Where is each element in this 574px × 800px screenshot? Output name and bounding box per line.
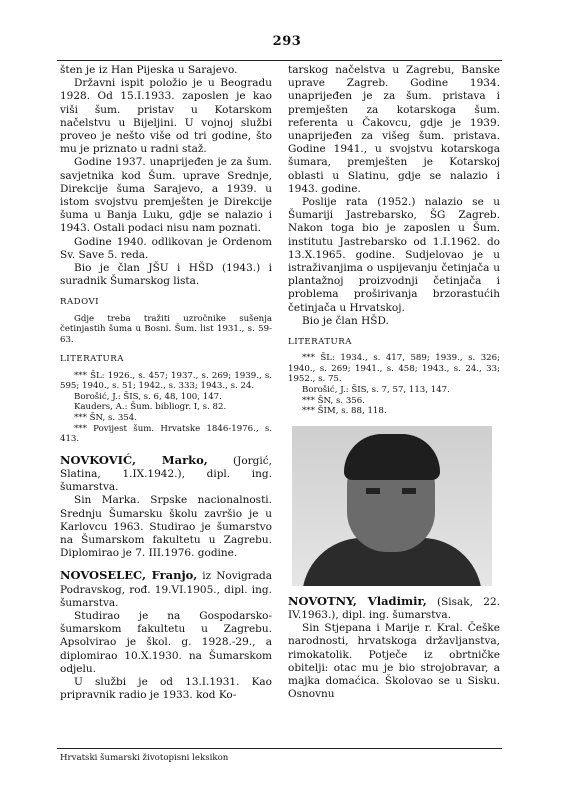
radovi-item: Gdje treba tražiti uzročnike sušenja četinjastih šuma u Bosni. Šum. list 1931., s. 59-63. [60,313,272,345]
literatura-item: *** ŠIM, s. 88, 118. [302,406,387,417]
portrait-photo [292,426,492,586]
literatura-item: Borošić, J.: ŠIS, s. 7, 57, 113, 147. [302,385,450,396]
left-paragraph-2: Državni ispit položio je u Beogradu 1928. Od 15.I.1933. zaposlen je kao viši šum. pristav u Kotarskom načelstvu u Bijeljini. U vojnoj službi proveo je nešto više od tri godine, što mu je priznato u radni staž. [60,77,272,156]
entry-novoselec-header [60,569,272,610]
entry-novoselec-body-2: U službi je od 13.I.1931. Kao pripravnik radio je 1933. kod Ko- [60,676,272,702]
left-column [60,64,272,702]
entry-novotny-header [288,595,500,622]
entry-novkovic-name: NOVKOVIĆ, Marko, [60,452,208,467]
entry-novoselec-name: NOVOSELEC, Franjo, [60,568,198,583]
entry-novkovic-intro: (Jorgić, Slatina, 1.IX.1942.), dipl. ing. šumarstva. [60,454,272,494]
portrait-hair [344,434,440,480]
literatura-item: *** ŠL: 1926., s. 457; 1937., s. 269; 1939., s. 595; 1940., s. 51; 1942., s. 333; 1943., s. 24. [60,370,272,392]
footer-title: Hrvatski šumarski životopisni leksikon [60,753,229,763]
right-paragraph-3: Bio je član HŠD. [302,314,389,327]
portrait-eyes [366,488,416,494]
literatura-item: Borošić, J.: ŠIS, s. 6, 48, 100, 147. [74,391,222,402]
literatura-item: *** ŠN, s. 356. [302,395,365,406]
literatura-item: *** Povijest šum. Hrvatske 1846-1976., s. 413. [60,423,272,445]
radovi-heading: RADOVI [60,297,100,308]
entry-novotny-name: NOVOTNY, Vladimir, [288,593,427,608]
right-paragraph-1: tarskog načelstva u Zagrebu, Banske uprave Zagreb. Godine 1934. unaprijeđen je za šum. pristava i premješten za kotarskoga šum. referenta u Čakovcu, gdje je 1939. unaprijeđen za višeg šum. pristava. Godine 1941., u svojstvu kotarskoga šumara, premješten je Kotarskoj oblasti u Slatinu, gdje se nalazio i 1943. godine. [288,64,500,195]
left-paragraph-5: Bio je član JŠU i HŠD (1943.) i suradnik Šumarskog lista. [60,262,272,288]
literatura-heading: LITERATURA [288,337,352,348]
entry-novoselec-body-1: Studirao je na Gospodarsko-šumarskom fakultetu u Zagrebu. Apsolvirao je škol. g. 1928.-29., a diplomirao 10.X.1930. na Šumarskom odjelu. [60,610,272,675]
literatura-item: *** ŠL: 1934., s. 417, 589; 1939., s. 326; 1940., s. 269; 1941., s. 458; 1943., s. 24., 33; 1952., s. 75. [288,353,500,385]
literatura-item: Kauders, A.: Šum. bibliogr. I, s. 82. [74,402,227,413]
literatura-heading: LITERATURA [60,354,124,365]
page-number: 293 [272,34,302,49]
left-paragraph-3: Godine 1937. unaprijeđen je za šum. savjetnika kod Šum. uprave Srednje, Direkcije šuma Sarajevo, a 1939. u istom svojstvu premješten je Direkcije šuma u Banja Luku, gdje se nalazio i 1943. Ostali podaci nisu nam poznati. [60,156,272,235]
entry-novkovic-body: Sin Marka. Srpske nacionalnosti. Srednju Šumarsku školu završio je u Karlovcu 1963. Studirao je šumarstvo na Šumarskom fakultetu u Zagrebu. Diplomirao je 7. III.1976. godine. [60,494,272,560]
top-rule [57,60,502,61]
entry-novotny-body: Sin Stjepana i Marije r. Kral. Češke narodnosti, hrvatskoga državljanstva, rimokatolik. Potječe iz obrtničke obitelji: otac mu je bio strojobravar, a majka domaćica. Školovao se u Sisku. Osnovnu [288,622,500,701]
entry-novoselec-intro: iz Novigrada Podravskog, rođ. 19.VI.1905., dipl. ing. šumarstva. [60,570,272,609]
left-paragraph-1: šten je iz Han Pijeska u Sarajevo. [60,64,238,76]
entry-novotny-intro: (Sisak, 22. IV.1963.), dipl. ing. šumarstva. [288,595,500,622]
literatura-item: *** ŠN, s. 354. [74,413,137,424]
right-column [288,64,500,701]
bottom-rule [57,748,502,749]
entry-novkovic-header [60,454,272,495]
right-paragraph-2: Poslije rata (1952.) nalazio se u Šumariji Jastrebarsko, ŠG Zagreb. Nakon toga bio je zaposlen u Šum. institutu Jastrebarsko od 1.I.1962. do 13.X.1965. godine. Sudjelovao je u istraživanjima o uspijevanju četinjača u plantažnoj proizvodnji četinjača i problema proširivanja brzorastućih četinjača u Hrvatskoj. [288,196,500,314]
left-paragraph-4: Godine 1940. odlikovan je Ordenom Sv. Save 5. reda. [60,235,272,261]
